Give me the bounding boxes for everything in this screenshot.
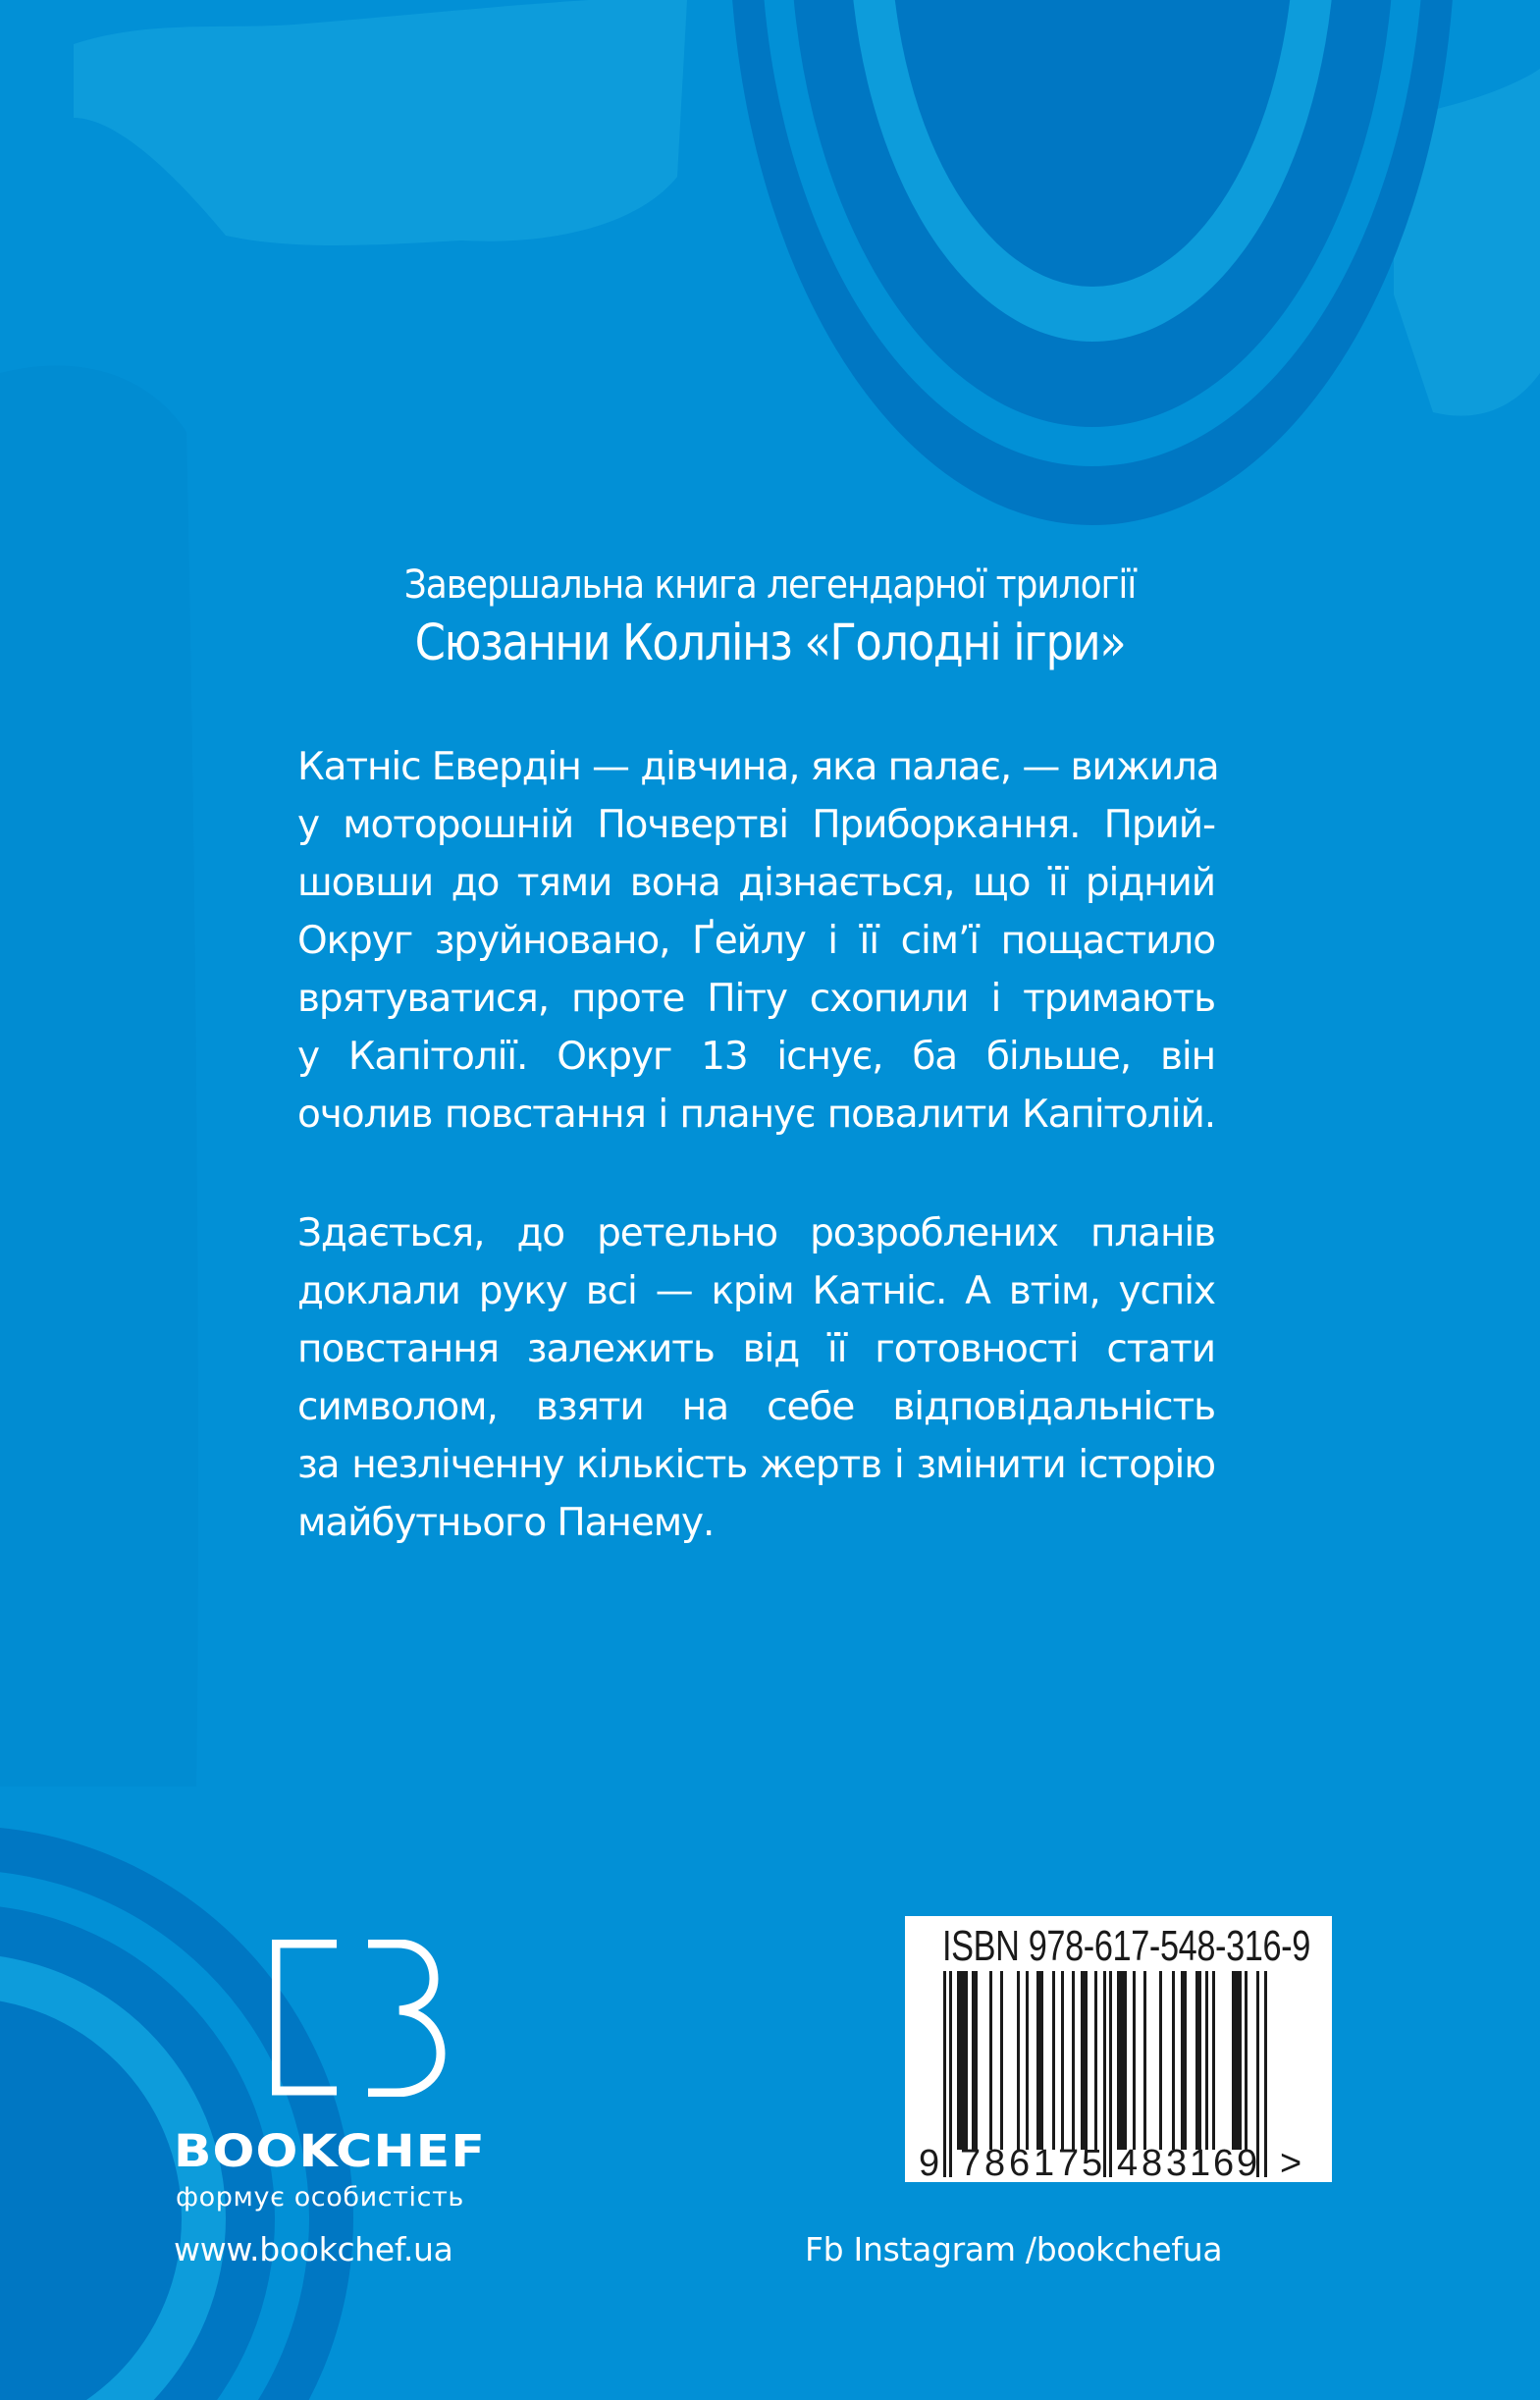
paragraph-line: Округ зруйновано, Ґейлу і її сім’ї пощастило	[297, 919, 1215, 963]
isbn-label: ISBN 978-617-548-316-9	[942, 1922, 1310, 1970]
paragraph-line: Здається, до ретельно розроблених планів	[297, 1211, 1215, 1255]
paragraph-line: символом, взяти на себе відповідальність	[297, 1385, 1215, 1429]
publisher-tagline: формує особистість	[176, 2182, 464, 2213]
social-handles: Fb Instagram /bookchefua	[805, 2230, 1223, 2268]
publisher-name: BOOKCHEF	[174, 2125, 486, 2177]
lead-line-2: Сюзанни Коллінз «Голодні ігри»	[414, 614, 1126, 672]
top-concentric-rings	[729, 0, 1456, 525]
barcode-digit: 9	[1237, 2143, 1258, 2184]
barcode-digit: 1	[1190, 2143, 1211, 2184]
quiet-zone-mark: >	[1280, 2143, 1302, 2184]
paragraph-line: очолив повстання і планує повалити Капітолій.	[297, 1093, 1215, 1137]
lead-line-1: Завершальна книга легендарної трилогії	[403, 562, 1137, 608]
paragraph-line: у моторошній Почвертві Приборкання. Прий-	[297, 803, 1215, 847]
paragraph-line: доклали руку всі — крім Катніс. А втім, успіх	[297, 1269, 1215, 1313]
barcode-digit: 4	[1117, 2143, 1139, 2184]
isbn-barcode	[905, 1916, 1332, 2182]
description-paragraph-2	[297, 1204, 1215, 1552]
barcode-digit: 7	[1058, 2143, 1080, 2184]
barcode-digit: 7	[960, 2143, 982, 2184]
top-left-light-patch	[74, 0, 687, 245]
paragraph-line: врятуватися, проте Піту схопили і тримають	[297, 977, 1215, 1021]
paragraph-line: майбутнього Панему.	[297, 1501, 715, 1545]
paragraph-line: Катніс Евердін — дівчина, яка палає, — вижила	[297, 745, 1219, 789]
lead-heading	[0, 561, 1540, 675]
barcode-digit: 5	[1082, 2143, 1103, 2184]
barcode-digit: 8	[984, 2143, 1006, 2184]
barcode-digits	[905, 2144, 1332, 2183]
barcode-digit: 6	[1213, 2143, 1235, 2184]
paragraph-line: повстання залежить від її готовності стати	[297, 1327, 1215, 1371]
description-paragraph-1	[297, 738, 1219, 1144]
paragraph-line: шовши до тями вона дізнається, що її рідний	[297, 861, 1215, 905]
bookchef-logo-icon	[272, 1940, 449, 2097]
website-link[interactable]: www.bookchef.ua	[174, 2230, 453, 2268]
barcode-digit: 3	[1166, 2143, 1188, 2184]
bottom-left-concentric-rings	[0, 1826, 353, 2400]
paragraph-line: у Капітолії. Округ 13 існує, ба більше, він	[297, 1035, 1215, 1079]
barcode-digit: 6	[1009, 2143, 1031, 2184]
barcode-digit: 8	[1142, 2143, 1163, 2184]
barcode-digit: 1	[1034, 2143, 1055, 2184]
barcode-digit: 9	[919, 2143, 940, 2184]
paragraph-line: за незліченну кількість жертв і змінити історію	[297, 1443, 1215, 1487]
